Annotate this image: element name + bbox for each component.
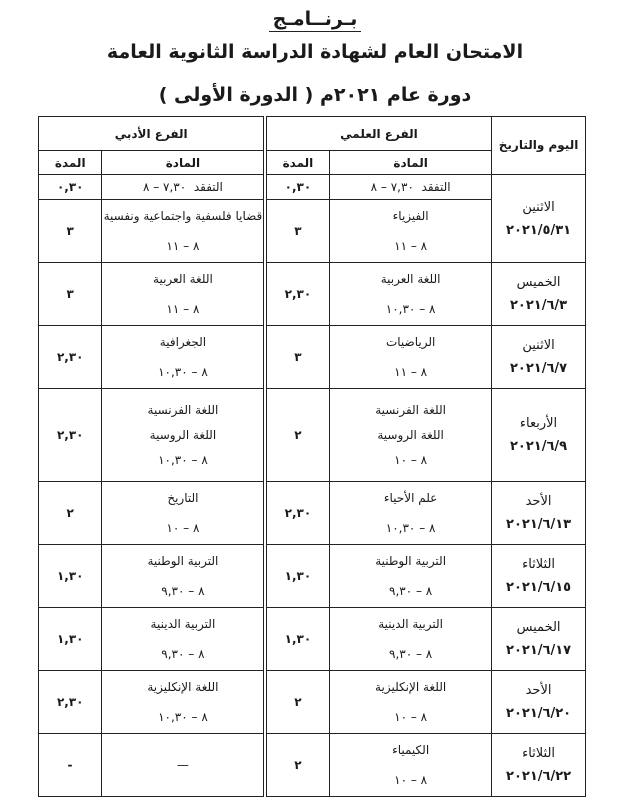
sci-subject-cell: الكيمياء ٨ – ١٠ xyxy=(330,734,492,797)
lit-duration-cell: ٢,٣٠ xyxy=(39,389,102,482)
sci-duration-cell: ١,٣٠ xyxy=(266,608,329,671)
day-cell: الاثنين ٢٠٢١/٥/٣١ xyxy=(492,175,586,263)
sci-duration-header: المدة xyxy=(266,151,329,175)
lit-duration-cell: - xyxy=(39,734,102,797)
table-row xyxy=(39,389,586,482)
sci-subject-cell: التفقد ٧,٣٠ – ٨ xyxy=(330,175,492,200)
lit-subject-cell: اللغة الإنكليزية ٨ – ١٠,٣٠ xyxy=(102,671,264,734)
column-divider xyxy=(264,389,266,482)
day-cell: الاثنين ٢٠٢١/٦/٧ xyxy=(492,326,586,389)
lit-subject-cell: التربية الوطنية ٨ – ٩,٣٠ xyxy=(102,545,264,608)
day-cell: الثلاثاء ٢٠٢١/٦/١٥ xyxy=(492,545,586,608)
sci-subject-cell: الرياضيات ٨ – ١١ xyxy=(330,326,492,389)
column-divider xyxy=(264,326,266,389)
lit-subject-header: المادة xyxy=(102,151,264,175)
column-divider xyxy=(264,734,266,797)
day-cell: الثلاثاء ٢٠٢١/٦/٢٢ xyxy=(492,734,586,797)
lit-subject-cell: — xyxy=(102,734,264,797)
lit-duration-cell: ٢,٣٠ xyxy=(39,671,102,734)
column-divider xyxy=(264,175,266,200)
sci-duration-cell: ٢ xyxy=(266,734,329,797)
day-cell: الخميس ٢٠٢١/٦/١٧ xyxy=(492,608,586,671)
sci-duration-cell: ١,٣٠ xyxy=(266,545,329,608)
column-divider xyxy=(264,263,266,326)
column-divider xyxy=(264,608,266,671)
day-cell: الخميس ٢٠٢١/٦/٣ xyxy=(492,263,586,326)
lit-subject-cell: اللغة العربية ٨ – ١١ xyxy=(102,263,264,326)
sci-duration-cell: ٢,٣٠ xyxy=(266,482,329,545)
table-row xyxy=(39,482,586,545)
sci-subject-cell: التربية الدينية ٨ – ٩,٣٠ xyxy=(330,608,492,671)
table-row xyxy=(39,263,586,326)
exam-title: الامتحان العام لشهادة الدراسة الثانوية العامة xyxy=(106,41,524,63)
column-divider xyxy=(264,671,266,734)
sci-duration-cell: ٣ xyxy=(266,200,329,263)
column-divider xyxy=(264,200,266,263)
sci-subject-cell: اللغة الإنكليزية ٨ – ١٠ xyxy=(330,671,492,734)
day-cell: الأحد ٢٠٢١/٦/١٣ xyxy=(492,482,586,545)
lit-duration-header: المدة xyxy=(39,151,102,175)
lit-duration-cell: ١,٣٠ xyxy=(39,608,102,671)
lit-duration-cell: ١,٣٠ xyxy=(39,545,102,608)
schedule-table xyxy=(38,116,586,797)
table-row xyxy=(39,671,586,734)
lit-subject-cell: التفقد ٧,٣٠ – ٨ xyxy=(102,175,264,200)
day-cell: الأحد ٢٠٢١/٦/٢٠ xyxy=(492,671,586,734)
column-divider xyxy=(264,482,266,545)
sci-subject-cell: اللغة العربية ٨ – ١٠,٣٠ xyxy=(330,263,492,326)
table-row xyxy=(39,608,586,671)
sci-subject-cell: اللغة الفرنسية اللغة الروسية ٨ – ١٠ xyxy=(330,389,492,482)
literary-branch-header: الفرع الأدبي xyxy=(39,117,264,151)
column-divider xyxy=(264,545,266,608)
lit-subject-cell: التاريخ ٨ – ١٠ xyxy=(102,482,264,545)
lit-duration-cell: ٣ xyxy=(39,263,102,326)
lit-subject-cell: قضايا فلسفية واجتماعية ونفسية ٨ – ١١ xyxy=(102,200,264,263)
sci-subject-cell: علم الأحياء ٨ – ١٠,٣٠ xyxy=(330,482,492,545)
lit-duration-cell: ٢,٣٠ xyxy=(39,326,102,389)
sci-duration-cell: ٢,٣٠ xyxy=(266,263,329,326)
scientific-branch-header: الفرع العلمي xyxy=(266,117,491,151)
lit-subject-cell: الجغرافية ٨ – ١٠,٣٠ xyxy=(102,326,264,389)
lit-duration-cell: ٣ xyxy=(39,200,102,263)
sci-duration-cell: ٢ xyxy=(266,389,329,482)
table-row xyxy=(39,326,586,389)
sci-duration-cell: ٠,٣٠ xyxy=(266,175,329,200)
sci-subject-cell: الفيزياء ٨ – ١١ xyxy=(330,200,492,263)
lit-duration-cell: ٢ xyxy=(39,482,102,545)
day-date-header: اليوم والتاريخ xyxy=(492,117,586,175)
session-title: دورة عام ٢٠٢١م ( الدورة الأولى ) xyxy=(158,84,472,106)
table-row xyxy=(39,545,586,608)
schedule-heading: بـرنــامـج xyxy=(0,8,630,32)
sci-subject-cell: التربية الوطنية ٨ – ٩,٣٠ xyxy=(330,545,492,608)
lit-subject-cell: اللغة الفرنسية اللغة الروسية ٨ – ١٠,٣٠ xyxy=(102,389,264,482)
lit-duration-cell: ٠,٣٠ xyxy=(39,175,102,200)
lit-subject-cell: التربية الدينية ٨ – ٩,٣٠ xyxy=(102,608,264,671)
table-row xyxy=(39,734,586,797)
sci-duration-cell: ٣ xyxy=(266,326,329,389)
sci-duration-cell: ٢ xyxy=(266,671,329,734)
sci-subject-header: المادة xyxy=(330,151,492,175)
day-cell: الأربعاء ٢٠٢١/٦/٩ xyxy=(492,389,586,482)
table-row xyxy=(39,175,586,200)
